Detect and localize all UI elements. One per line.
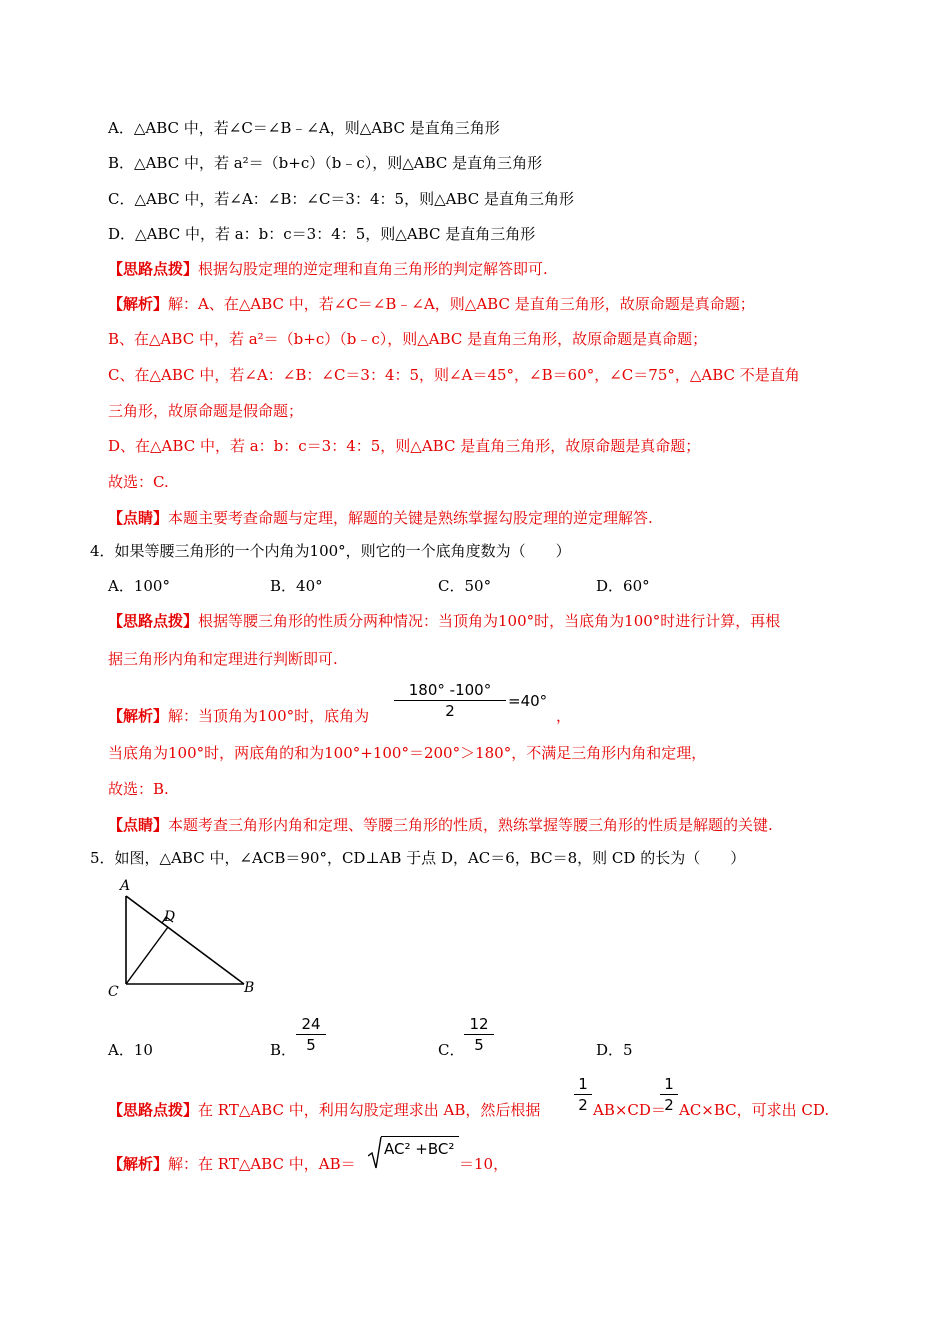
q5-option-c-fraction: [464, 1014, 494, 1055]
solution-tag: 【解析】: [108, 1155, 169, 1173]
q4-fraction-result: =40°: [508, 692, 548, 710]
q3-solution-line-1: [108, 294, 755, 314]
option-letter: D．: [108, 225, 136, 243]
q5-hint-fraction-1: [574, 1074, 592, 1115]
q4-hint-line-1: [108, 611, 780, 631]
option-value: 10: [133, 1041, 153, 1059]
solution-text: 解：当顶角为100°时，底角为: [168, 707, 370, 725]
q5-option-a: [108, 1040, 153, 1060]
comment-text: 本题考查三角形内角和定理、等腰三角形的性质，熟练掌握等腰三角形的性质是解题的关键.: [168, 816, 773, 834]
hint-tag: 【思路点拨】: [108, 612, 199, 630]
q3-solution-line-4: 三角形，故原命题是假命题；: [108, 402, 304, 420]
q4-comment: [108, 815, 773, 835]
q3-solution-line-6: 故选：C.: [108, 473, 169, 491]
fraction-denominator: 5: [306, 1036, 316, 1054]
sqrt-sign-icon: [368, 1136, 382, 1170]
q4-stem: 4．如果等腰三角形的一个内角为100°，则它的一个底角度数为（ ）: [90, 542, 571, 560]
comment-text: 本题主要考查命题与定理，解题的关键是熟练掌握勾股定理的逆定理解答.: [168, 509, 653, 527]
q4-hint-line-2: 据三角形内角和定理进行判断即可.: [108, 650, 338, 668]
q3-option-d: [108, 224, 535, 244]
option-text: △ABC 中，若 a：b：c＝3：4：5，则△ABC 是直角三角形: [135, 225, 536, 243]
option-value: 5: [623, 1041, 633, 1059]
option-letter: C．: [438, 1041, 465, 1059]
label-d: D: [164, 909, 176, 925]
q4-fraction: [394, 680, 506, 721]
q3-option-b: [108, 153, 542, 173]
option-letter: D．: [596, 1041, 624, 1059]
q5-option-c: [438, 1040, 464, 1060]
hint-text: 在 RT△ABC 中，利用勾股定理求出 AB，然后根据: [198, 1101, 541, 1119]
q4-solution-line-2: 当底角为100°时，两底角的和为100°+100°＝200°＞180°，不满足三角形内角和定理，: [108, 744, 707, 762]
hint-text: 根据勾股定理的逆定理和直角三角形的判定解答即可.: [198, 260, 548, 278]
sqrt-overline: [381, 1136, 459, 1137]
comment-tag: 【点睛】: [108, 509, 169, 527]
label-b: B: [244, 980, 255, 996]
fraction-denominator: 2: [664, 1096, 674, 1114]
q3-solution-line-2: B、在△ABC 中，若 a²＝（b+c）（b﹣c），则△ABC 是直角三角形，故原命题是真命题；: [108, 330, 708, 348]
option-text: △ABC 中，若 a²＝（b+c）（b﹣c），则△ABC 是直角三角形: [134, 154, 543, 172]
label-a: A: [120, 878, 131, 894]
fraction-numerator: 24: [301, 1015, 321, 1033]
q4-solution-line-1: [108, 706, 369, 726]
triangle-figure: [100, 878, 260, 998]
fraction-numerator: 12: [469, 1015, 489, 1033]
q4-option-b: B．40°: [270, 577, 323, 595]
q3-hint: [108, 259, 548, 279]
q4-option-a: A．100°: [108, 577, 170, 595]
hint-tag: 【思路点拨】: [108, 1101, 199, 1119]
fraction-denominator: 2: [445, 702, 455, 720]
comment-tag: 【点睛】: [108, 816, 169, 834]
solution-text: 解：在 RT△ABC 中，AB＝: [168, 1155, 356, 1173]
q5-option-d: [596, 1040, 633, 1060]
option-letter: A．: [108, 119, 134, 137]
q3-option-c: [108, 189, 574, 209]
q5-option-b-fraction: [296, 1014, 326, 1055]
q3-solution-line-3: C、在△ABC 中，若∠A：∠B：∠C＝3：4：5，则∠A＝45°，∠B＝60°，∠C＝75°，△ABC 不是直角: [108, 366, 800, 384]
solution-tag: 【解析】: [108, 707, 169, 725]
q3-option-a: [108, 118, 500, 138]
option-letter: B．: [108, 154, 135, 172]
q5-hint-part-2: AB×CD＝: [593, 1101, 666, 1119]
option-letter: A．: [108, 1041, 134, 1059]
option-letter: C．: [108, 190, 135, 208]
fraction-numerator: 1: [664, 1075, 674, 1093]
hint-text: 根据等腰三角形的性质分两种情况：当顶角为100°时，当底角为100°时进行计算，再根: [198, 612, 781, 630]
q5-hint-part-3: AC×BC，可求出 CD.: [679, 1101, 830, 1119]
solution-text: 解：A、在△ABC 中，若∠C＝∠B﹣∠A，则△ABC 是直角三角形，故原命题是真命题；: [168, 295, 755, 313]
q4-solution-line-3: 故选：B.: [108, 780, 169, 798]
q3-comment: [108, 508, 653, 528]
q5-option-b: [270, 1040, 296, 1060]
fraction-denominator: 2: [578, 1096, 588, 1114]
q4-option-d: D．60°: [596, 577, 650, 595]
sqrt-radicand: AC² +BC²: [384, 1140, 455, 1158]
q5-stem: 5．如图，△ABC 中，∠ACB＝90°，CD⊥AB 于点 D，AC＝6，BC＝8，则 CD 的长为（ ）: [90, 849, 746, 867]
q5-hint-part-1: [108, 1100, 540, 1120]
q4-solution-suffix: ，: [556, 707, 572, 725]
solution-tag: 【解析】: [108, 295, 169, 313]
option-text: △ABC 中，若∠A：∠B：∠C＝3：4：5，则△ABC 是直角三角形: [134, 190, 574, 208]
label-c: C: [108, 984, 119, 998]
q5-solution-line-1: [108, 1154, 356, 1174]
side-ab: [126, 896, 244, 984]
fraction-numerator: 180° -100°: [408, 681, 492, 699]
q4-option-c: C．50°: [438, 577, 492, 595]
fraction-denominator: 5: [474, 1036, 484, 1054]
q5-hint-fraction-2: [660, 1074, 678, 1115]
q5-solution-suffix: ＝10，: [459, 1155, 509, 1173]
q3-solution-line-5: D、在△ABC 中，若 a：b：c＝3：4：5，则△ABC 是直角三角形，故原命题是真命题；: [108, 437, 701, 455]
fraction-numerator: 1: [578, 1075, 588, 1093]
option-letter: B．: [270, 1041, 297, 1059]
hint-tag: 【思路点拨】: [108, 260, 199, 278]
segment-cd: [126, 927, 168, 984]
option-text: △ABC 中，若∠C＝∠B﹣∠A，则△ABC 是直角三角形: [133, 119, 500, 137]
